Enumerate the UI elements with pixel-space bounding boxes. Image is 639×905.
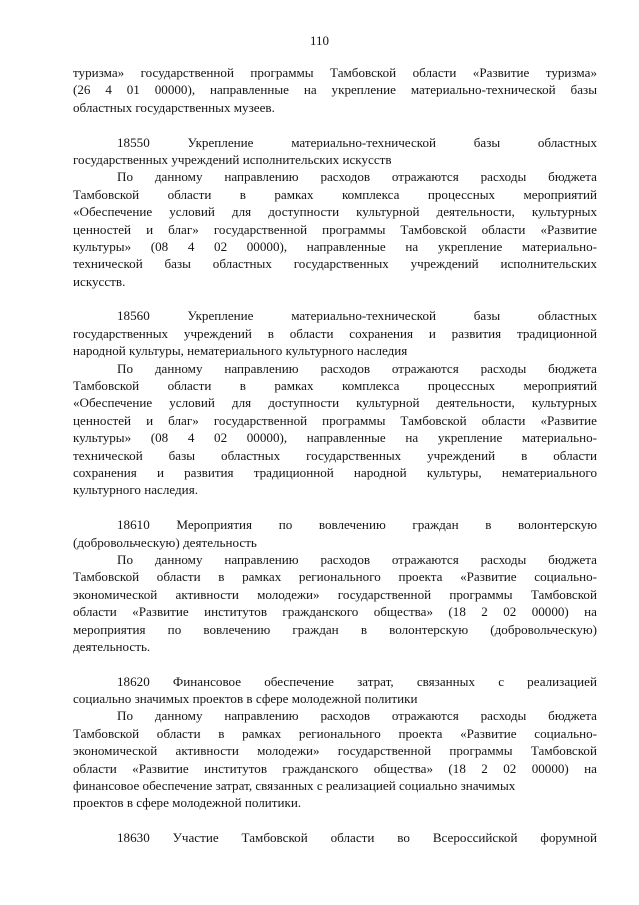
text-line: По данному направлению расходов отражаются расходы бюджета xyxy=(117,708,597,724)
text-line: Тамбовской области в рамках регионального проекта «Развитие социально- xyxy=(73,569,597,585)
text-line: 18610 Мероприятия по вовлечению граждан в волонтерскую xyxy=(117,517,597,533)
paragraph-gap xyxy=(73,116,597,133)
text-line: 18560 Укрепление материально-технической базы областных xyxy=(117,308,597,324)
text-line: Тамбовской области в рамках регионального проекта «Развитие социально- xyxy=(73,725,597,741)
text-line: (добровольческую) деятельность xyxy=(73,534,257,550)
text-line: «Обеспечение условий для доступности культурной деятельности, культурных xyxy=(73,395,597,411)
text-line: 18630 Участие Тамбовской области во Всероссийской форумной xyxy=(117,830,597,846)
text-line: культуры» (08 4 02 00000), направленные на укрепление материально- xyxy=(73,430,597,446)
text-line: проектов в сфере молодежной политики. xyxy=(73,795,302,811)
text-line: культуры» (08 4 02 00000), направленные на укрепление материально- xyxy=(73,238,597,254)
text-line: По данному направлению расходов отражаются расходы бюджета xyxy=(117,169,597,185)
text-line: 18550 Укрепление материально-технической базы областных xyxy=(117,134,597,150)
text-line: (26 4 01 00000), направленные на укрепление материально-технической базы xyxy=(73,82,597,98)
page-number: 110 xyxy=(309,33,330,48)
text-line: По данному направлению расходов отражаются расходы бюджета xyxy=(117,551,597,567)
text-line: культурного наследия. xyxy=(73,482,198,498)
text-line: социально значимых проектов в сфере молодежной политики xyxy=(73,691,418,707)
paragraph-gap xyxy=(73,655,597,672)
text-line: экономической активности молодежи» государственной программы Тамбовской xyxy=(73,586,597,602)
paragraph-gap xyxy=(73,290,597,307)
text-line: народной культуры, нематериального культурного наследия xyxy=(73,343,408,359)
text-line: туризма» государственной программы Тамбовской области «Развитие туризма» xyxy=(73,65,597,80)
text-line: области «Развитие институтов гражданского общества» (18 2 02 00000) на xyxy=(73,760,597,776)
paragraph-gap xyxy=(73,812,597,829)
text-line: искусств. xyxy=(73,273,126,289)
text-line: областных государственных музеев. xyxy=(73,99,275,115)
text-line: сохранения и развития традиционной народной культуры, нематериального xyxy=(73,464,597,480)
text-line: По данному направлению расходов отражаются расходы бюджета xyxy=(117,360,597,376)
text-line: «Обеспечение условий для доступности культурной деятельности, культурных xyxy=(73,204,597,220)
paragraph-gap xyxy=(73,499,597,516)
text-line: мероприятия по вовлечению граждан в волонтерскую (добровольческую) xyxy=(73,621,597,637)
text-line: Тамбовской области в рамках комплекса процессных мероприятий xyxy=(73,378,597,394)
text-line: финансовое обеспечение затрат, связанных с реализацией социально значимых xyxy=(73,778,516,794)
text-line: государственных учреждений исполнительских искусств xyxy=(73,151,392,167)
text-line: области «Развитие институтов гражданского общества» (18 2 02 00000) на xyxy=(73,604,597,620)
text-line: технической базы областных государственных учреждений в области xyxy=(73,447,597,463)
text-line: экономической активности молодежи» государственной программы Тамбовской xyxy=(73,743,597,759)
text-line: ценностей и благ» государственной программы Тамбовской области «Развитие xyxy=(73,221,597,237)
text-line: государственных учреждений в области сохранения и развития традиционной xyxy=(73,325,597,341)
text-line: 18620 Финансовое обеспечение затрат, связанных с реализацией xyxy=(117,673,597,689)
document-body xyxy=(73,64,597,847)
text-line: технической базы областных государственных учреждений исполнительских xyxy=(73,256,597,272)
text-line: ценностей и благ» государственной программы Тамбовской области «Развитие xyxy=(73,412,597,428)
text-line: Тамбовской области в рамках комплекса процессных мероприятий xyxy=(73,186,597,202)
text-line: деятельность. xyxy=(73,638,151,654)
